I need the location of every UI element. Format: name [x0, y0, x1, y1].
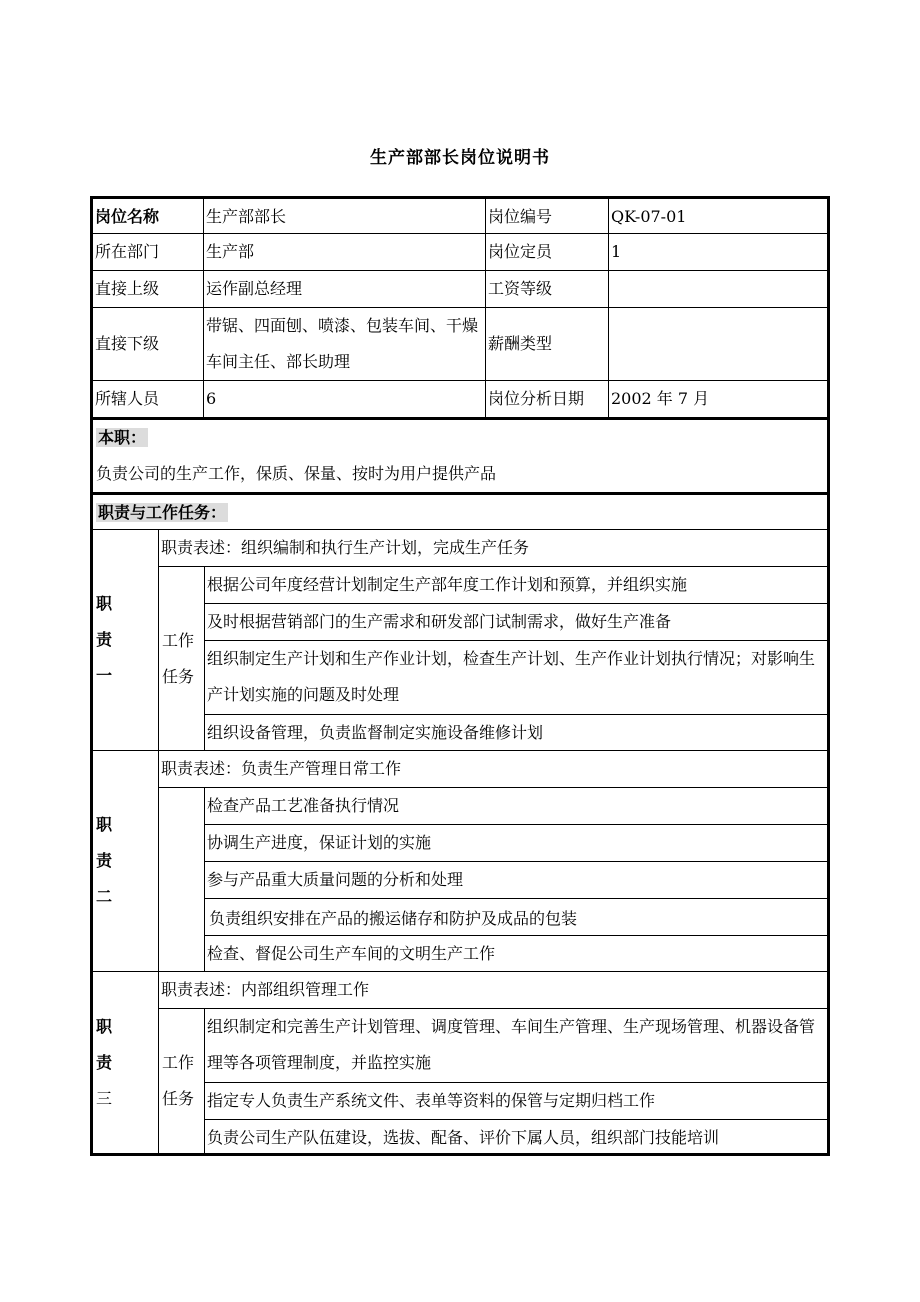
resp-3-task-1: 组织制定和完善生产计划管理、调度管理、车间生产管理、生产现场管理、机器设备管理等各项管理制度，并监控实施: [204, 1008, 830, 1083]
staff-label: 所辖人员: [90, 380, 204, 418]
wage-label: 工资等级: [485, 270, 609, 308]
resp-3-char-3: 三: [96, 1088, 113, 1108]
resp-1-title: [90, 529, 159, 751]
position-no-value: QK-07-01: [608, 196, 830, 234]
duty-label: 本职：: [98, 428, 147, 447]
resp-2-char-2: 责: [96, 851, 113, 870]
resp-3-statement: 职责表述：内部组织管理工作: [158, 971, 830, 1009]
resp-1-task-label: [158, 566, 205, 751]
tasks-header-label: 职责与工作任务：: [98, 503, 227, 522]
resp-2-task-4: 负责组织安排在产品的搬运储存和防护及成品的包装: [204, 898, 830, 936]
resp-2-task-2: 协调生产进度，保证计划的实施: [204, 824, 830, 862]
headcount-label: 岗位定员: [485, 233, 609, 271]
resp-1-char-2: 责: [96, 630, 113, 649]
staff-value: 6: [203, 380, 486, 418]
resp-2-title: [90, 750, 159, 972]
resp-3-char-1: 职: [96, 1016, 113, 1036]
subordinate-label: 直接下级: [90, 307, 204, 381]
resp-3-task-label: [158, 1008, 205, 1156]
analysis-date-value: 2002 年 7 月: [608, 380, 830, 418]
subordinate-value: 带锯、四面刨、喷漆、包装车间、干燥车间主任、部长助理: [203, 307, 486, 381]
resp-1-task-1: 根据公司年度经营计划制定生产部年度工作计划和预算，并组织实施: [204, 566, 830, 604]
pay-type-value: [608, 307, 830, 381]
resp-3-task-label-1: 工作: [162, 1053, 195, 1072]
resp-1-statement: 职责表述：组织编制和执行生产计划，完成生产任务: [158, 529, 830, 567]
superior-label: 直接上级: [90, 270, 204, 308]
position-name-label: 岗位名称: [90, 196, 204, 234]
resp-1-task-label-1: 工作: [162, 630, 195, 650]
resp-2-task-3: 参与产品重大质量问题的分析和处理: [204, 861, 830, 899]
duty-section: [90, 417, 830, 493]
pay-type-label: 薪酬类型: [485, 307, 609, 381]
duty-text: 负责公司的生产工作，保质、保量、按时为用户提供产品: [96, 464, 497, 483]
resp-2-task-1: 检查产品工艺准备执行情况: [204, 787, 830, 825]
wage-value: [608, 270, 830, 308]
dept-value: 生产部: [203, 233, 486, 271]
resp-2-char-3: 二: [96, 887, 113, 906]
resp-2-task-label: [158, 787, 205, 972]
resp-3-task-label-2: 任务: [162, 1089, 195, 1108]
resp-1-char-3: 一: [96, 666, 113, 685]
resp-1-char-1: 职: [96, 594, 113, 613]
superior-value: 运作副总经理: [203, 270, 486, 308]
page-title: 生产部部长岗位说明书: [370, 148, 550, 168]
tasks-header: [90, 492, 830, 530]
headcount-value: 1: [608, 233, 830, 271]
resp-1-task-2: 及时根据营销部门的生产需求和研发部门试制需求，做好生产准备: [204, 603, 830, 641]
resp-3-title: [90, 971, 159, 1156]
resp-3-task-2: 指定专人负责生产系统文件、表单等资料的保管与定期归档工作: [204, 1082, 830, 1120]
position-no-label: 岗位编号: [485, 196, 609, 234]
position-name-value: 生产部部长: [203, 196, 486, 234]
resp-3-task-3: 负责公司生产队伍建设，选拔、配备、评价下属人员，组织部门技能培训: [204, 1119, 830, 1156]
dept-label: 所在部门: [90, 233, 204, 271]
resp-2-statement: 职责表述：负责生产管理日常工作: [158, 750, 830, 788]
resp-1-task-label-2: 任务: [162, 666, 195, 686]
analysis-date-label: 岗位分析日期: [485, 380, 609, 418]
resp-3-char-2: 责: [96, 1052, 113, 1072]
resp-2-char-1: 职: [96, 815, 113, 834]
resp-1-task-4: 组织设备管理，负责监督制定实施设备维修计划: [204, 714, 830, 751]
resp-2-task-5: 检查、督促公司生产车间的文明生产工作: [204, 935, 830, 972]
resp-1-task-3: 组织制定生产计划和生产作业计划，检查生产计划、生产作业计划执行情况；对影响生产计划实施的问题及时处理: [204, 640, 830, 715]
